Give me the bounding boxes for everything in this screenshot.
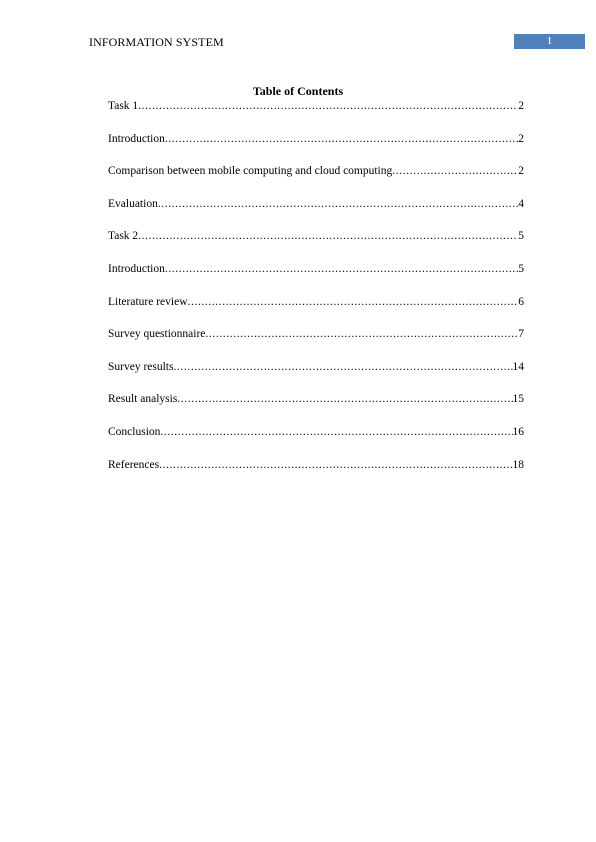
toc-entry-literature-review[interactable]	[108, 295, 524, 328]
toc-entry-page: 2	[518, 165, 524, 178]
toc-entry-page: 14	[512, 360, 524, 373]
running-header-title: INFORMATION SYSTEM	[89, 35, 224, 49]
toc-entry-conclusion[interactable]	[108, 425, 524, 458]
toc-entry-text: Introduction	[108, 132, 165, 145]
toc-entry-result-analysis[interactable]	[108, 392, 524, 425]
toc-dot-leader	[165, 132, 518, 146]
toc-dot-leader	[160, 425, 512, 439]
toc-entry-page: 7	[518, 328, 524, 341]
toc-entry-page: 6	[518, 295, 524, 308]
toc-entry-page: 5	[518, 230, 524, 243]
toc-entry-page: 18	[512, 458, 524, 471]
toc-entry-text: Introduction	[108, 262, 165, 275]
toc-dot-leader	[173, 360, 512, 374]
toc-entry-task-1[interactable]	[108, 99, 524, 132]
toc-dot-leader	[138, 229, 518, 243]
toc-entry-page: 16	[512, 425, 524, 438]
toc-entry-references[interactable]	[108, 458, 524, 491]
toc-entry-text: Result analysis	[108, 393, 178, 406]
toc-entry-page: 2	[518, 132, 524, 145]
toc-entry-text: Comparison between mobile computing and cloud computing	[108, 165, 393, 178]
page-number: 1	[546, 35, 553, 47]
toc-entry-page: 5	[518, 262, 524, 275]
toc-entry-page: 2	[518, 100, 524, 112]
toc-entry-text: Conclusion	[108, 425, 161, 438]
toc-entry-survey-questionnaire[interactable]	[108, 327, 524, 360]
toc-dot-leader	[165, 262, 518, 276]
toc-entry-comparison[interactable]	[108, 164, 524, 197]
toc-dot-leader	[188, 295, 519, 309]
toc-dot-leader	[392, 164, 518, 178]
toc-entry-evaluation[interactable]	[108, 197, 524, 230]
toc-entry-text: References	[108, 458, 160, 471]
toc-entry-text: Evaluation	[108, 197, 158, 210]
table-of-contents	[108, 99, 524, 490]
toc-entry-survey-results[interactable]	[108, 360, 524, 393]
toc-dot-leader	[177, 392, 512, 406]
page-number-badge	[514, 34, 585, 49]
toc-dot-leader	[158, 197, 518, 211]
toc-dot-leader	[159, 458, 512, 472]
toc-entry-text: Literature review	[108, 295, 188, 308]
toc-entry-page: 4	[518, 197, 524, 210]
toc-dot-leader	[205, 327, 518, 341]
toc-dot-leader	[138, 99, 518, 113]
toc-entry-text: Survey results	[108, 360, 174, 373]
toc-entry-introduction-2[interactable]	[108, 262, 524, 295]
toc-entry-text: Task 1	[108, 100, 139, 112]
toc-heading: Table of Contents	[252, 84, 344, 98]
toc-entry-text: Survey questionnaire	[108, 328, 206, 341]
toc-entry-page: 15	[512, 393, 524, 406]
toc-entry-text: Task 2	[108, 230, 139, 243]
toc-entry-task-2[interactable]	[108, 229, 524, 262]
toc-entry-introduction[interactable]	[108, 132, 524, 165]
